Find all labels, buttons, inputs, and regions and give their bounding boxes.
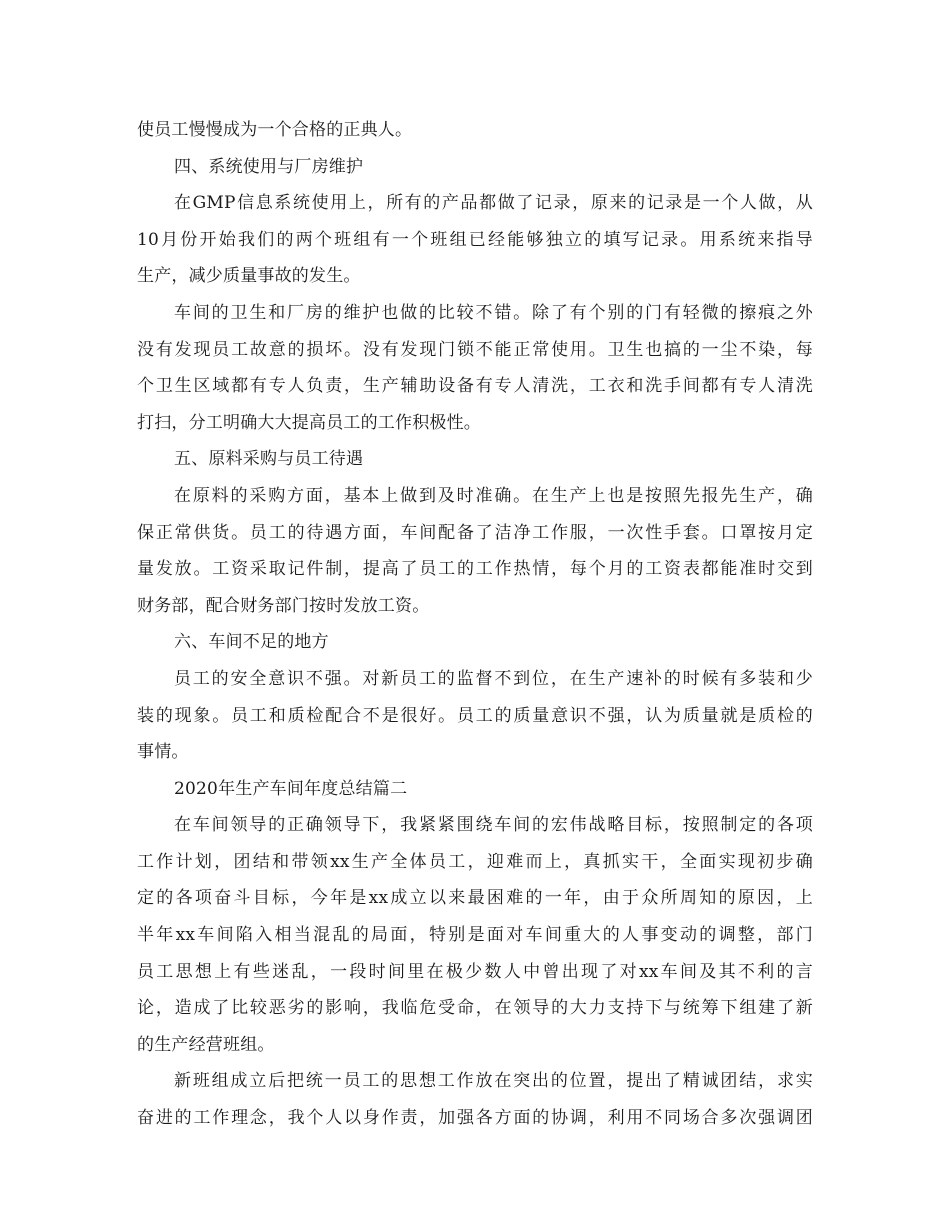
text-line: 奋进的工作理念，我个人以身作责，加强各方面的协调，利用不同场合多次强调团	[137, 1108, 813, 1129]
text-line: 新班组成立后把统一员工的思想工作放在突出的位置，提出了精诚团结，求实	[174, 1071, 813, 1092]
text-line: 装的现象。员工和质检配合不是很好。员工的质量意识不强，认为质量就是质检的	[137, 705, 813, 726]
text-line: 在原料的采购方面，基本上做到及时准确。在生产上也是按照先报先生产，确	[174, 485, 813, 506]
text-line: 的生产经营班组。	[137, 1034, 275, 1055]
text-line: 10月份开始我们的两个班组有一个班组已经能够独立的填写记录。用系统来指导	[137, 229, 813, 250]
text-line: 四、系统使用与厂房维护	[174, 156, 364, 177]
text-line: 使员工慢慢成为一个合格的正典人。	[137, 120, 413, 140]
text-line: 财务部，配合财务部门按时发放工资。	[137, 595, 430, 616]
text-line: 量发放。工资采取记件制，提高了员工的工作热情，每个月的工资表都能准时交到	[137, 559, 813, 580]
text-line: 在车间领导的正确领导下，我紧紧围绕车间的宏伟战略目标，按照制定的各项	[174, 815, 813, 836]
text-line: 论，造成了比较恶劣的影响，我临危受命，在领导的大力支持下与统筹下组建了新	[137, 998, 813, 1019]
text-line: 在GMP信息系统使用上，所有的产品都做了记录，原来的记录是一个人做，从	[174, 193, 813, 214]
text-line: 五、原料采购与员工待遇	[174, 449, 364, 470]
text-line: 员工的安全意识不强。对新员工的监督不到位，在生产速补的时候有多装和少	[174, 668, 813, 689]
text-line: 员工思想上有些迷乱，一段时间里在极少数人中曾出现了对xx车间及其不利的言	[137, 961, 813, 982]
text-line: 保正常供货。员工的待遇方面，车间配备了洁净工作服，一次性手套。口罩按月定	[137, 522, 813, 543]
text-line: 车间的卫生和厂房的维护也做的比较不错。除了有个别的门有轻微的擦痕之外	[174, 302, 813, 323]
text-line: 定的各项奋斗目标，今年是xx成立以来最困难的一年，由于众所周知的原因，上	[137, 888, 813, 909]
text-line: 没有发现员工故意的损坏。没有发现门锁不能正常使用。卫生也搞的一尘不染，每	[137, 339, 813, 360]
text-line: 工作计划，团结和带领xx生产全体员工，迎难而上，真抓实干，全面实现初步确	[137, 851, 813, 872]
text-line: 2020年生产车间年度总结篇二	[174, 778, 408, 799]
text-line: 个卫生区域都有专人负责，生产辅助设备有专人清洗，工衣和洗手间都有专人清洗	[137, 376, 813, 397]
text-line: 六、车间不足的地方	[174, 632, 329, 653]
text-line: 事情。	[137, 742, 189, 763]
text-line: 生产，减少质量事故的发生。	[137, 266, 361, 287]
text-line: 打扫，分工明确大大提高员工的工作积极性。	[137, 412, 481, 433]
text-line: 半年xx车间陷入相当混乱的局面，特别是面对车间重大的人事变动的调整，部门	[137, 925, 813, 946]
document-body	[137, 112, 813, 1137]
